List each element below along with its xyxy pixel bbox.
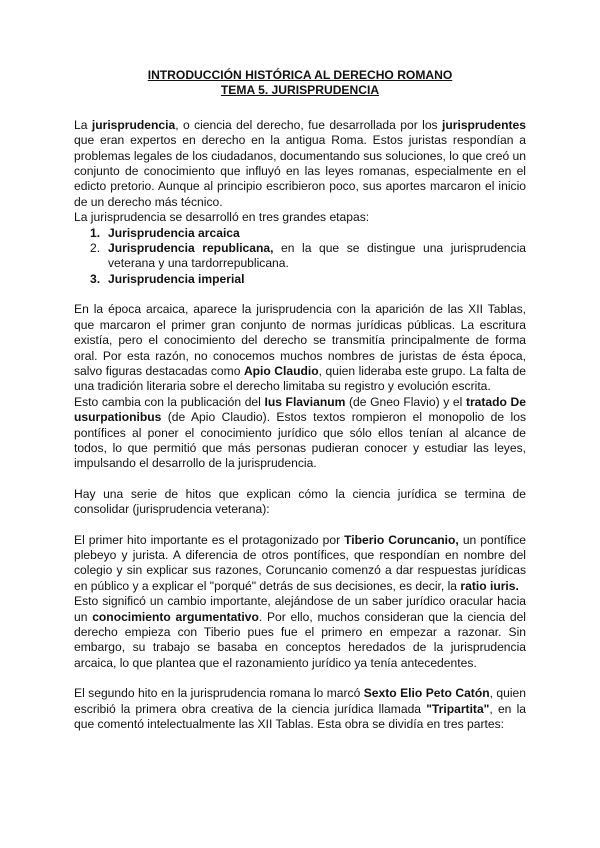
stage-item: 2. Jurisprudencia republicana, en la que se distingue una jurisprudencia veterana y una tardorrepublicana. xyxy=(90,241,526,271)
intro-paragraph: La jurisprudencia, o ciencia del derecho, fue desarrollada por los jurisprudentes que eran expertos en derecho en la antigua Roma. Estos juristas respondían a problemas legales de los ciudadanos, documentando sus soluciones, lo que creó un conjunto de conocimiento que influyó en las leyes romanas, especialmente en el edicto pretorio. Aunque al principio escribieron poco, sus aportes marcaron el inicio de un derecho más técnico. xyxy=(74,117,527,209)
document-subtitle: TEMA 5. JURISPRUDENCIA xyxy=(220,83,380,98)
document-title: INTRODUCCIÓN HISTÓRICA AL DERECHO ROMANO xyxy=(147,68,453,82)
stages-intro: La jurisprudencia se desarrolló en tres grandes etapas: xyxy=(74,210,370,225)
document-page xyxy=(74,68,526,732)
stages-list xyxy=(74,226,526,288)
stage-item: 1. Jurisprudencia arcaica xyxy=(90,225,240,240)
archaic-paragraph: En la época arcaica, aparece la jurisprudencia con la aparición de las XII Tablas, que marcaron el primer gran conjunto de normas jurídicas públicas. La escritura existía, pero el conocimiento del derecho se transmitía principalmente de forma oral. Por esta razón, no conocemos muchos nombres de juristas de ésta época, salvo figuras destacadas como Apio Claudio, quien lideraba este grupo. La falta de una tradición literaria sobre el derecho limitaba su registro y evolución escrita. xyxy=(74,302,526,394)
second-milestone-paragraph: El segundo hito en la jurisprudencia romana lo marcó Sexto Elio Peto Catón, quien escribió la primera obra creativa de la ciencia jurídica llamada "Tripartita", en la que comentó intelectualmente las XII Tablas. Esta obra se dividía en tres partes: xyxy=(74,686,527,732)
first-milestone-paragraph: El primer hito importante es el protagonizado por Tiberio Coruncanio, un pontífice plebeyo y jurista. A diferencia de otros pontífices, que respondían en nombre del colegio y sin explicar sus razones, Coruncanio comenzó a dar respuestas jurídicas en público y a explicar el "porqué" detrás de sus decisiones, es decir, la ratio iuris. xyxy=(74,532,527,593)
first-milestone-paragraph-2: Esto significó un cambio importante, alejándose de un saber jurídico oracular hacia un conocimiento argumentativo. Por ello, muchos consideran que la ciencia del derecho empieza con Tiberio pues fue el primero en empezar a razonar. Sin embargo, su trabajo se basaba en conceptos heredados de la jurisprudencia arcaica, lo que plantea que el razonamiento jurídico ya tenía antecedentes. xyxy=(74,594,526,670)
stage-item: 3. Jurisprudencia imperial xyxy=(90,271,245,286)
archaic-paragraph-2: Esto cambia con la publicación del Ius Flavianum (de Gneo Flavio) y el tratado De usurpationibus (de Apio Claudio). Estos textos rompieron el monopolio de los pontífices al poner el conocimiento jurídico que sólo ellos tenían al alcance de todos, lo que permitió que más personas pudieran conocer y estudiar las leyes, impulsando el desarrollo de la jurisprudencia. xyxy=(74,394,527,471)
milestones-intro: Hay una serie de hitos que explican cómo la ciencia jurídica se termina de consolidar (jurisprudencia veterana): xyxy=(74,486,526,517)
title-block xyxy=(74,68,526,99)
